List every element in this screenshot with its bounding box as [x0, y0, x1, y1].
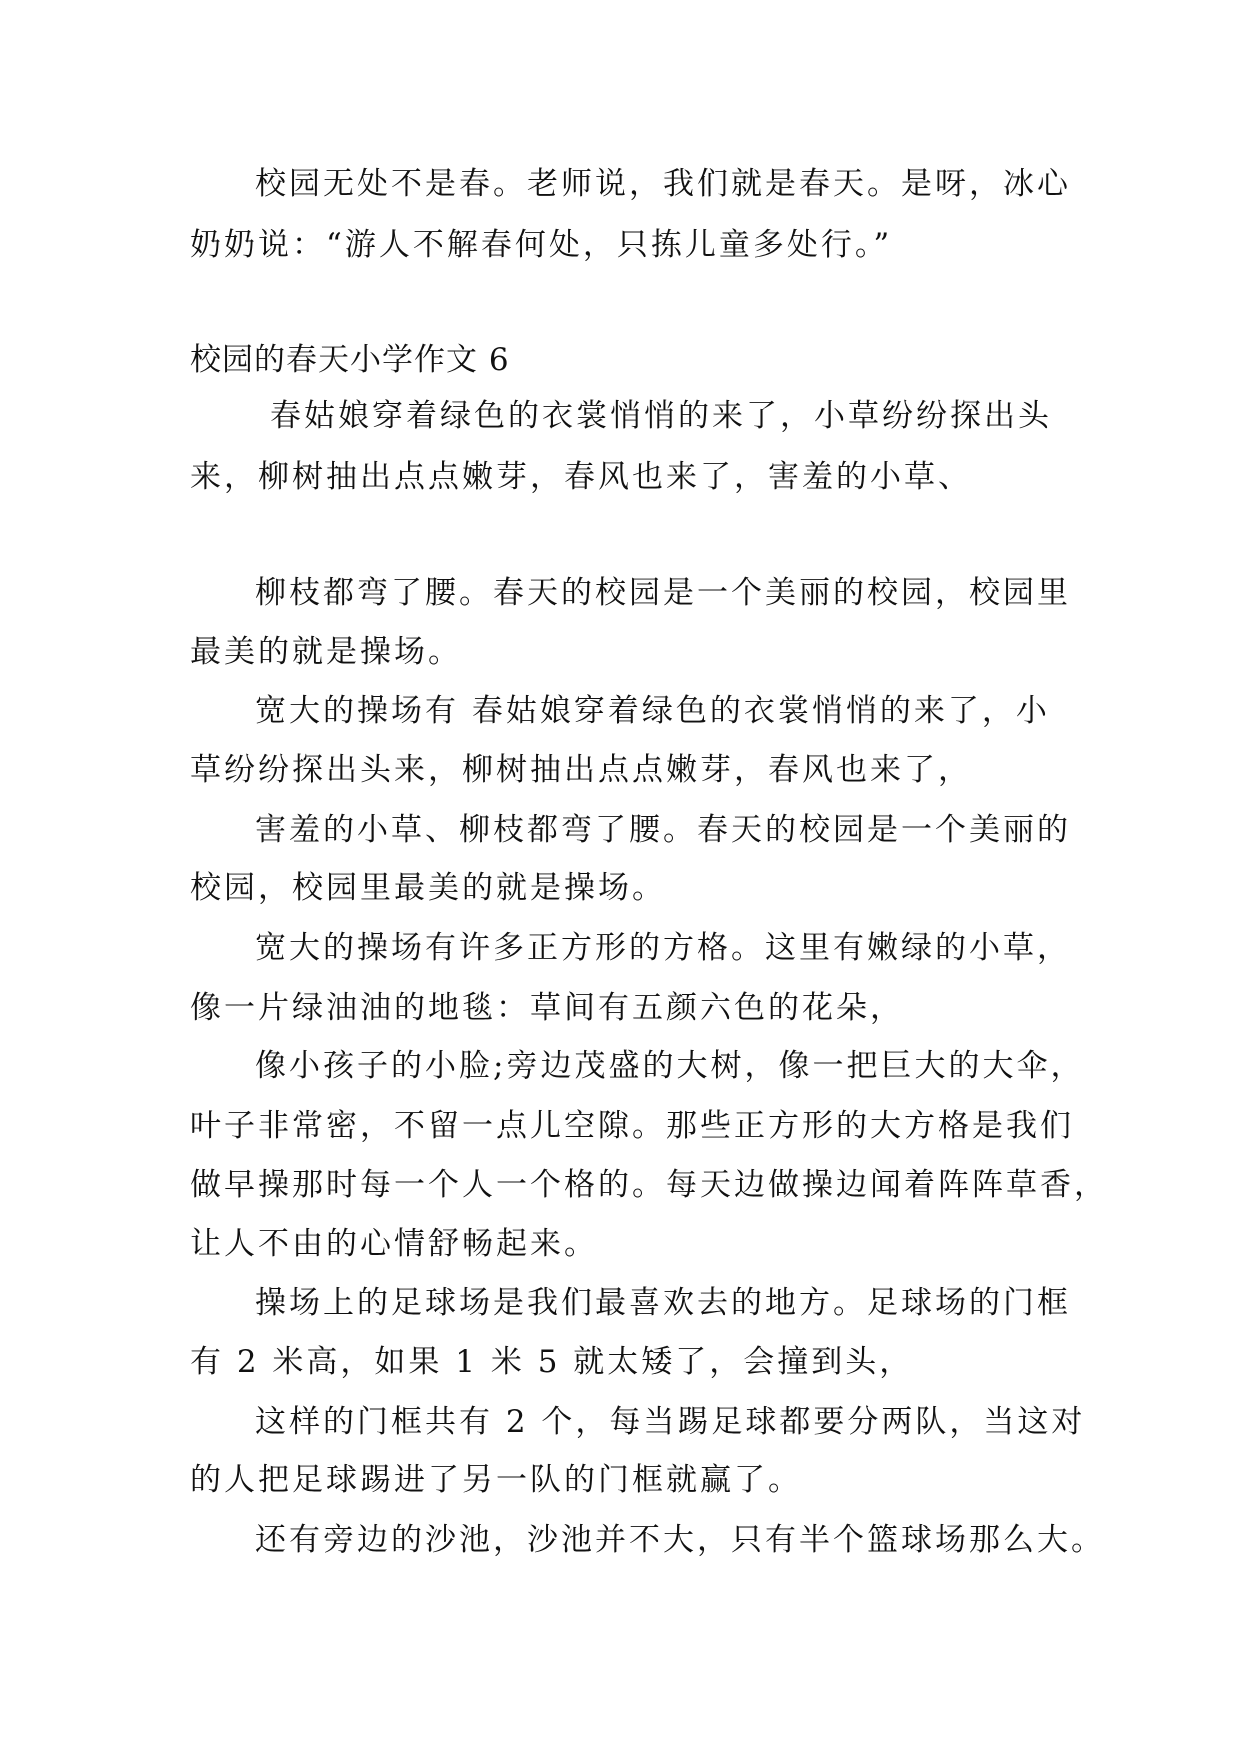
paragraph-line: 操场上的足球场是我们最喜欢去的地方。足球场的门框	[255, 1285, 1071, 1321]
paragraph-line: 校园无处不是春。老师说，我们就是春天。是呀，冰心	[255, 166, 1071, 202]
paragraph-line: 这样的门框共有 2 个，每当踢足球都要分两队，当这对	[255, 1404, 1086, 1440]
paragraph-line: 害羞的小草、柳枝都弯了腰。春天的校园是一个美丽的	[255, 812, 1071, 848]
paragraph-line: 春姑娘穿着绿色的衣裳悄悄的来了，小草纷纷探出头	[270, 398, 1052, 434]
paragraph-line: 最美的就是操场。	[190, 634, 462, 670]
paragraph-line: 像小孩子的小脸;旁边茂盛的大树，像一把巨大的大伞，	[255, 1048, 1085, 1084]
paragraph-line: 还有旁边的沙池，沙池并不大，只有半个篮球场那么大。	[255, 1522, 1105, 1558]
paragraph-line: 校园，校园里最美的就是操场。	[190, 870, 666, 906]
paragraph-line: 叶子非常密，不留一点儿空隙。那些正方形的大方格是我们	[190, 1108, 1074, 1144]
paragraph-line: 宽大的操场有许多正方形的方格。这里有嫩绿的小草，	[255, 930, 1071, 966]
paragraph-line: 做早操那时每一个人一个格的。每天边做操边闻着阵阵草香，	[190, 1167, 1108, 1203]
paragraph-line: 像一片绿油油的地毯：草间有五颜六色的花朵，	[190, 990, 904, 1026]
paragraph-line: 柳枝都弯了腰。春天的校园是一个美丽的校园，校园里	[255, 575, 1071, 611]
paragraph-line: 让人不由的心情舒畅起来。	[190, 1226, 598, 1262]
paragraph-line: 有 2 米高，如果 1 米 5 就太矮了，会撞到头，	[190, 1344, 914, 1380]
paragraph-line: 的人把足球踢进了另一队的门框就赢了。	[190, 1462, 802, 1498]
paragraph-line: 宽大的操场有 春姑娘穿着绿色的衣裳悄悄的来了，小	[255, 693, 1050, 729]
paragraph-line: 来，柳树抽出点点嫩芽，春风也来了，害羞的小草、	[190, 459, 972, 495]
paragraph-line: 奶奶说：“游人不解春何处，只拣儿童多处行。”	[190, 227, 893, 263]
section-title: 校园的春天小学作文 6	[190, 342, 510, 378]
paragraph-line: 草纷纷探出头来，柳树抽出点点嫩芽，春风也来了，	[190, 752, 972, 788]
